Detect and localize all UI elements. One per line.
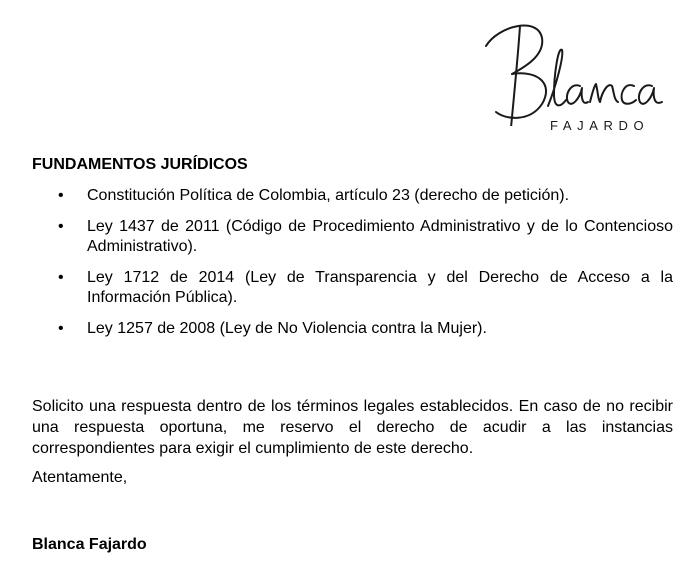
closing-line: Atentamente,: [32, 469, 128, 486]
signature-name: Blanca Fajardo: [32, 536, 147, 553]
logo-subtitle: FAJARDO: [550, 118, 650, 133]
list-item-text: Ley 1437 de 2011 (Código de Procedimiento Administrativo y de lo Contencioso Administrativo).: [87, 218, 673, 255]
logo: [468, 16, 668, 146]
list-item: [32, 217, 673, 257]
list-item-text: Ley 1257 de 2008 (Ley de No Violencia contra la Mujer).: [87, 320, 487, 337]
list-item: [32, 268, 673, 308]
bullet-icon: •: [58, 187, 64, 204]
list-item-text: Constitución Política de Colombia, artículo 23 (derecho de petición).: [87, 187, 570, 204]
blanca-script-logo-icon: [468, 16, 668, 126]
bullet-icon: •: [58, 269, 64, 286]
list-item: [32, 319, 673, 339]
legal-basis-list: [32, 186, 673, 350]
request-paragraph: Solicito una respuesta dentro de los términos legales establecidos. En caso de no recibir una respuesta oportuna, me reservo el derecho de acudir a las instancias correspondientes para exigir el cumplimiento de este derecho.: [32, 398, 673, 457]
section-heading: FUNDAMENTOS JURÍDICOS: [32, 156, 248, 173]
list-item-text: Ley 1712 de 2014 (Ley de Transparencia y del Derecho de Acceso a la Información Pública).: [87, 269, 673, 306]
bullet-icon: •: [58, 218, 64, 235]
bullet-icon: •: [58, 320, 64, 337]
list-item: [32, 186, 673, 206]
